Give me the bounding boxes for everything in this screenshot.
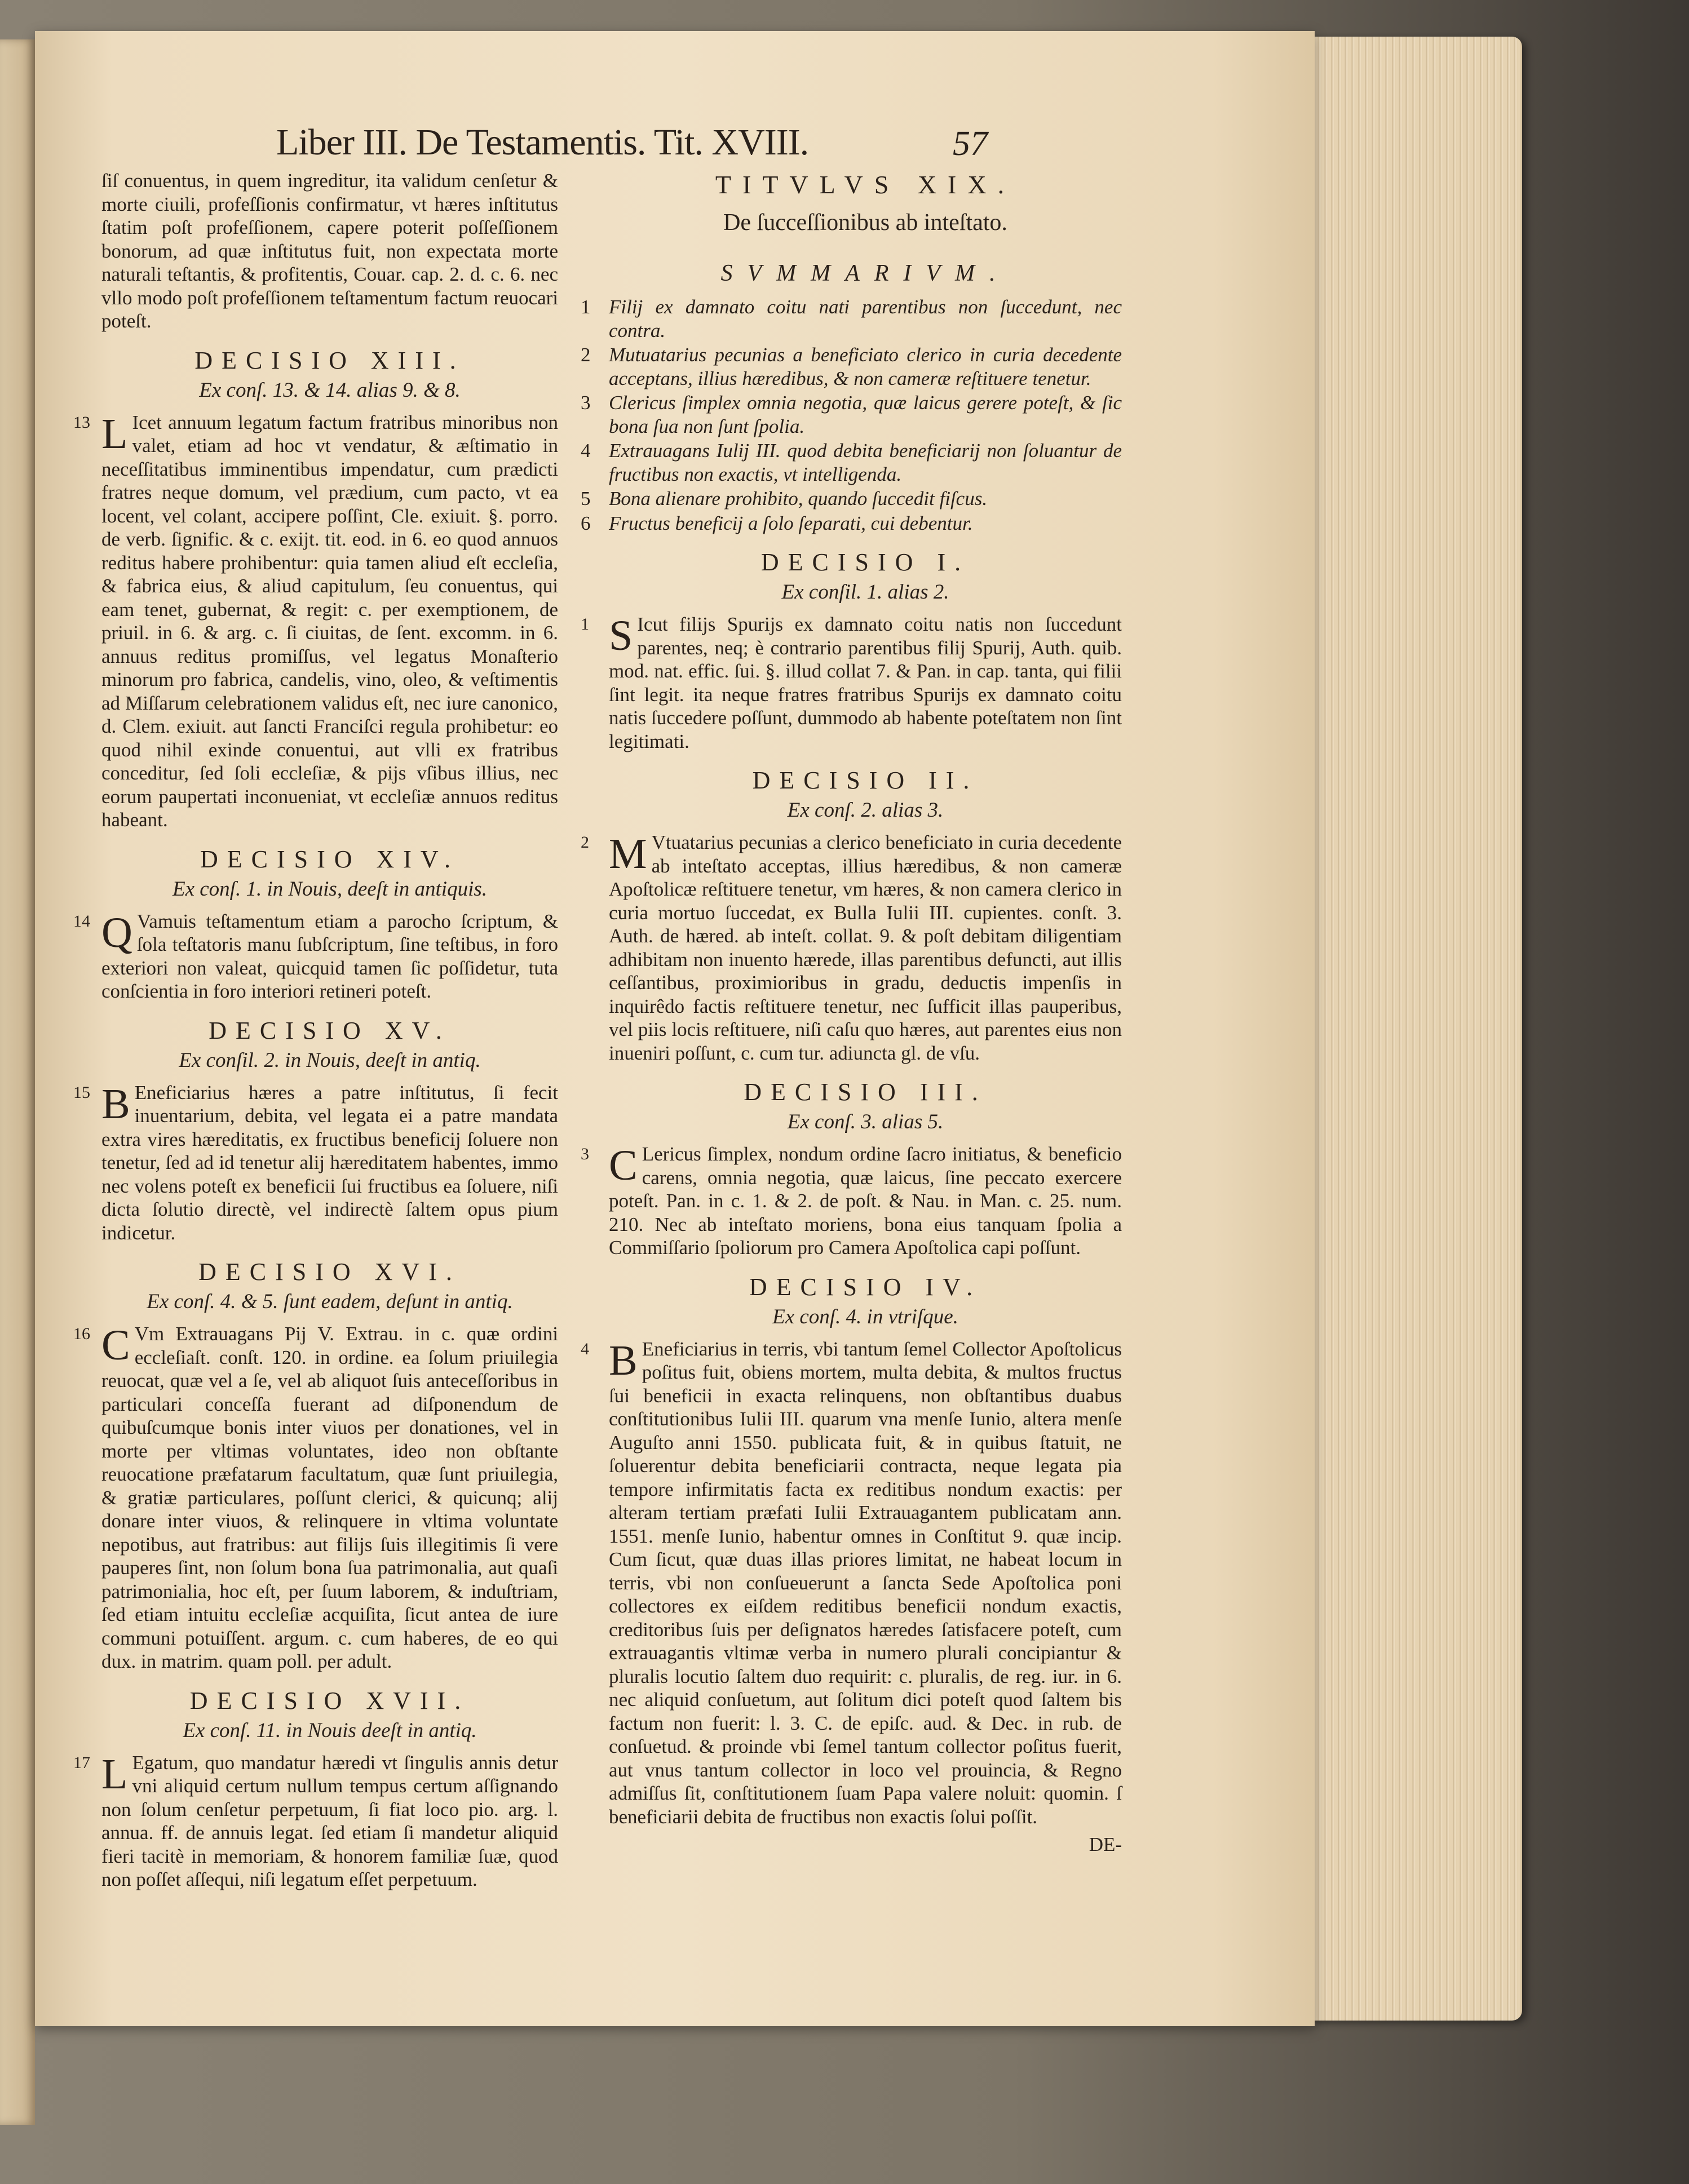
summary-item [581, 343, 1122, 390]
decision-source: Ex conſ. 4. & 5. ſunt eadem, deſunt in antiq. [147, 1290, 513, 1313]
drop-cap: B [101, 1080, 130, 1128]
decision-heading: DECISIO XVII. [189, 1686, 470, 1715]
paragraph-number: 2 [581, 833, 589, 852]
decision-heading: DECISIO IV. [749, 1273, 982, 1301]
decision-source: Ex conſ. 3. alias 5. [787, 1110, 944, 1133]
paragraph-number: 4 [581, 1339, 589, 1358]
drop-cap: L [101, 410, 128, 458]
summary-text: Extrauagans Iulij III. quod debita beneficiarij non ſoluantur de fructibus non exactis, vt intelligenda. [609, 440, 1122, 485]
paragraph-number: 3 [581, 1145, 589, 1163]
summary-text: Clericus ſimplex omnia negotia, quæ laicus gerere poteſt, & ſic bona ſua non ſunt ſpolia. [609, 392, 1122, 437]
decision-source: Ex conſil. 2. in Nouis, deeſt in antiq. [179, 1048, 481, 1072]
title-heading: TITVLVS XIX. [715, 170, 1016, 199]
page-number: 57 [953, 125, 988, 163]
paragraph-text: Icet annuum legatum factum fratribus minoribus non valet, etiam ad hoc vt vendatur, & æſtimatio in neceſſitatibus imminentibus impendatur, cum prædicti fratres neque domum, vel prædium, cum pacto, vt ea locent, vel colant, accipere poſſint, Cle. exiuit. §. porro. de verb. ſignific. & c. exijt. tit. eod. in 6. eo quod annuos reditus habere prohibentur: quia tamen aliud eſt eccleſia, & fabrica eius, & aliud capitulum, ſeu conuentus, qui eam tenet, gubernat, & regit: c. per exemptionem, de priuil. in 6. & arg. c. ſi ciuitas, de ſent. excomm. in 6. annuus reditus promiſſus, vel legatus Monaſterio minorum pro fabrica, candelis, vino, oleo, & veſtimentis ad Miſſarum celebrationem validus eſt, nec iure canonico, d. Clem. exiuit. aut ſancti Franciſci regula prohibetur: eo quod nihil exinde conuentui, aut vlli ex fratribus conceditur, ſed ſoli eccleſiæ, & pijs vſibus illius, nec eorum paupertati inconueniat, vt eccleſiæ annuos reditus habeant. [101, 411, 558, 831]
decision-heading: DECISIO XV. [209, 1016, 451, 1044]
paragraph-text: Eneficiarius hæres a patre inſtitutus, ſi fecit inuentarium, debita, vel legata ei a patre mandata extra vires hæreditatis, ex fructibus beneficij ſoluere non tenetur, ſed ad id tenetur alij hæreditatem habentes, immo nec volens poteſt ex beneficii ſui fructibus ea ſoluere, niſi dicta ſolutio directè, vel indirectè ſaltem opus pium indicetur. [101, 1081, 558, 1244]
summary-number: 2 [581, 344, 591, 366]
decision-heading: DECISIO XVI. [198, 1258, 461, 1286]
paragraph-text: Vm Extrauagans Pij V. Extrau. in c. quæ ordini eccleſiaſt. conſt. 120. in ordine. ea ſolum priuilegia reuocat, quæ vel a ſe, vel ab aliquot ſuis anteceſſoribus in particulari conceſſa fuerant ad diſponendum de quibuſcumque bonis inter viuos per donationes, vel in morte per vltimas voluntates, ideo non obſtante reuocatione præfatarum facultatum, quæ ſunt priuilegia, & gratiæ particulares, poſſunt clerici, & quicunq; alij donare inter viuos, & relinquere in vltima voluntate nepotibus, aut fratribus: aut filijs ſuis illegitimis ſi vere pauperes ſint, non ſolum bona ſua patrimonalia, aut quaſi patrimonialia, hoc eſt, per ſuum laborem, & induſtriam, ſed etiam intuitu eccleſiæ acquiſita, ſicut antea de iure communi potuiſſent. argum. c. cum haberes, de eo qui dux. in matrim. quam poll. per adult. [101, 1323, 558, 1672]
catchword: DE- [1089, 1833, 1122, 1855]
drop-cap: S [609, 612, 633, 659]
paragraph [581, 1142, 1122, 1260]
page-stack-fore-edge [1308, 37, 1522, 2021]
paragraph [581, 831, 1122, 1065]
summary-number: 1 [581, 296, 591, 318]
paragraph-text: Lericus ſimplex, nondum ordine ſacro initiatus, & beneficio carens, omnia negotia, quæ laicus, ſine peccato exercere poteſt. Pan. in c. 1. & 2. de poſt. & Nau. in Man. c. 25. num. 210. Nec ab inteſtato moriens, bona eius tanquam ſpolia a Commiſſario ſpoliorum pro Camera Apoſtolica capi poſſunt. [609, 1143, 1122, 1259]
summary-text: Filij ex damnato coitu nati parentibus non ſuccedunt, nec contra. [609, 296, 1122, 342]
drop-cap: C [609, 1142, 638, 1189]
paragraph [73, 1081, 558, 1245]
decision-source: Ex conſ. 2. alias 3. [787, 799, 944, 822]
summary-item [581, 295, 1122, 342]
paragraph-number: 14 [73, 911, 90, 931]
decision-heading: DECISIO XIII. [194, 346, 465, 374]
paragraph-number: 15 [73, 1083, 90, 1102]
paragraph [581, 613, 1122, 753]
paragraph-number: 1 [581, 615, 589, 634]
paragraph-number: 13 [73, 413, 90, 432]
summary-number: 5 [581, 488, 591, 510]
summary-item [581, 391, 1122, 438]
paragraph-text: Vamuis teſtamentum etiam a parocho ſcriptum, & ſola teſtatoris manu ſubſcriptum, ſine teſtibus, in foro exteriori non valeat, quicquid tamen ſic poſſidetur, tuta conſcientia in foro interiori retineri poteſt. [101, 910, 558, 1002]
drop-cap: L [101, 1750, 128, 1798]
paragraph [73, 1751, 558, 1891]
decision-heading: DECISIO I. [761, 548, 970, 576]
drop-cap: B [609, 1336, 638, 1384]
right-column [581, 169, 1122, 1857]
decision-heading: DECISIO II. [752, 767, 979, 794]
summary-item [581, 487, 1122, 511]
paragraph-text: ſiſ conuentus, in quem ingreditur, ita validum cenſetur & morte ciuili, profeſſionis confirmatur, vt hæres inſtitutus ſtatim poſt profeſſionem, capere poterit poſſeſſionem bonorum, ad quæ inſtitutus fuit, non expectata morte naturali teſtantis, & profitentis, Couar. cap. 2. d. c. 6. nec vllo modo poſt profeſſionem teſtamentum factum reuocari poteſt. [101, 170, 558, 332]
decision-heading: DECISIO III. [744, 1078, 987, 1106]
paragraph-text: Egatum, quo mandatur hæredi vt ſingulis annis detur vni aliquid certum nullum tempus certum aſſignando non ſolum cenſetur perpetuum, ſi fiat loco pio. arg. l. annua. ff. de annuis legat. ſed etiam ſi mandetur aliquid fieri tacitè in memoriam, & honorem familiæ ſuæ, quod non poſſet aſſequi, niſi legatum eſſet perpetuum. [101, 1751, 558, 1890]
decision-source: Ex conſ. 4. in vtriſque. [772, 1305, 958, 1328]
decision-source: Ex conſ. 11. in Nouis deeſt in antiq. [183, 1718, 477, 1742]
drop-cap: M [609, 830, 647, 878]
decision-heading: DECISIO XIV. [200, 845, 460, 873]
previous-page-edge [0, 39, 35, 2125]
summary-item [581, 439, 1122, 486]
summary-item [581, 512, 1122, 535]
decisions-right [581, 547, 1122, 1828]
paragraph [73, 910, 558, 1003]
paragraph [73, 1322, 558, 1673]
summary-text: Mutuatarius pecunias a beneficiato clerico in curia decedente acceptans, illius hæredibus, & non cameræ reſtituere tenetur. [609, 344, 1122, 389]
summary-list [581, 295, 1122, 535]
summary-heading: SVMMARIVM. [720, 260, 1010, 286]
summary-number: 6 [581, 512, 591, 534]
running-head: Liber III. De Testamentis. Tit. XVIII. [276, 122, 809, 163]
paragraph-text: Vtuatarius pecunias a clerico beneficiato in curia decedente ab inteſtato acceptas, illius hæredibus, & non cameræ Apoſtolicæ reſtituere tenetur, vm hæres, & non camera clerico in curia mortuo ſuccedat, ex Bulla Iulii III. cupientes. conſt. 3. Auth. de hæred. ab inteſt. collat. 9. & poſt debitam diligentiam adhibitam non inuento hærede, illas parentibus defuncti, aut illis ceſſantibus, proximioribus in gradu, deductis impenſis in inquirêdo factis reſtituere tenetur, nec ſufficit illas pauperibus, vel piis locis reſtituere, niſi caſu quo hæres, aut parentes eius non inueniri poſſunt, c. cum tur. adiuncta gl. de vſu. [609, 831, 1122, 1064]
summary-number: 4 [581, 440, 591, 462]
paragraph [73, 169, 558, 333]
paragraph-number: 17 [73, 1753, 90, 1772]
left-column [73, 169, 558, 1896]
drop-cap: Q [101, 909, 132, 956]
decision-source: Ex conſ. 1. in Nouis, deeſt in antiquis. [172, 877, 488, 901]
summary-text: Fructus beneficij a ſolo ſeparati, cui debentur. [609, 512, 973, 534]
paragraph [581, 1337, 1122, 1829]
paragraph-number: 16 [73, 1324, 90, 1343]
paragraph [73, 411, 558, 832]
decision-source: Ex conſil. 1. alias 2. [781, 581, 949, 604]
paragraph-text: Eneficiarius in terris, vbi tantum ſemel Collector Apoſtolicus poſitus fuit, obiens mortem, multa debita, & multos fructus ſui beneficii in exacta relinquens, non obſtantibus duabus conſtitutionibus Iulii III. quarum vna menſe Iunio, altera menſe Auguſto anni 1550. publicata fuit, & in quibus ſtatuit, ne ſoluerentur debita beneficiarii contracta, neque legata pia tempore infirmitatis facta ex reditibus nondum exactis: per alteram tertiam præfati Iulii Extrauagantem publicatam ann. 1551. menſe Iunio, habentur omnes in Conſtitut 9. quæ incip. Cum ſicut, quæ duas illas priores limitat, ne habeat locum in terris, vbi non conſueuerunt a ſancta Sede Apoſtolica poni collectores ex eiſdem reditibus beneficii nondum exactis, creditoribus ſuis per deſignatos hæredes ſatisfacere poteſt, cum extrauagantis vltimæ verba in numero plurali concipiantur & pluralis locutio ſaltem duo requirit: c. pluralis, de reg. iur. in 6. nec aliquid conſuetum, aut ſolitum dici poteſt quod ſaltem bis factum non fuerit: l. 3. C. de epiſc. aud. & Dec. in rub. de conſuetud. & proinde vbi ſemel tantum collector poſitus fuerit, aut vnus tantum collector in loco vel prouincia, & Regno admiſſus ſit, conſtitutionem ſuam Papa valere noluit: quomin. ſ beneficiarii debita de fructibus non exactis ſolui poſſit. [609, 1337, 1122, 1828]
paragraph-text: Icut filijs Spurijs ex damnato coitu natis non ſuccedunt parentes, neq; è contrario parentibus filij Spurij, Auth. quib. mod. nat. effic. ſui. §. illud collat 7. & Pan. in cap. tanta, qui filii ſint legit. ita neque fratres fratribus Spurijs ex damnato coitu natis ſuccedere poſſunt, dummodo ab habente poteſtatem non ſint legitimati. [609, 613, 1122, 752]
drop-cap: C [101, 1322, 130, 1369]
summary-number: 3 [581, 392, 591, 414]
summary-text: Bona alienare prohibito, quando ſuccedit fiſcus. [609, 488, 988, 510]
decision-source: Ex conſ. 13. & 14. alias 9. & 8. [199, 378, 461, 402]
title-subheading: De ſucceſſionibus ab inteſtato. [723, 210, 1007, 236]
